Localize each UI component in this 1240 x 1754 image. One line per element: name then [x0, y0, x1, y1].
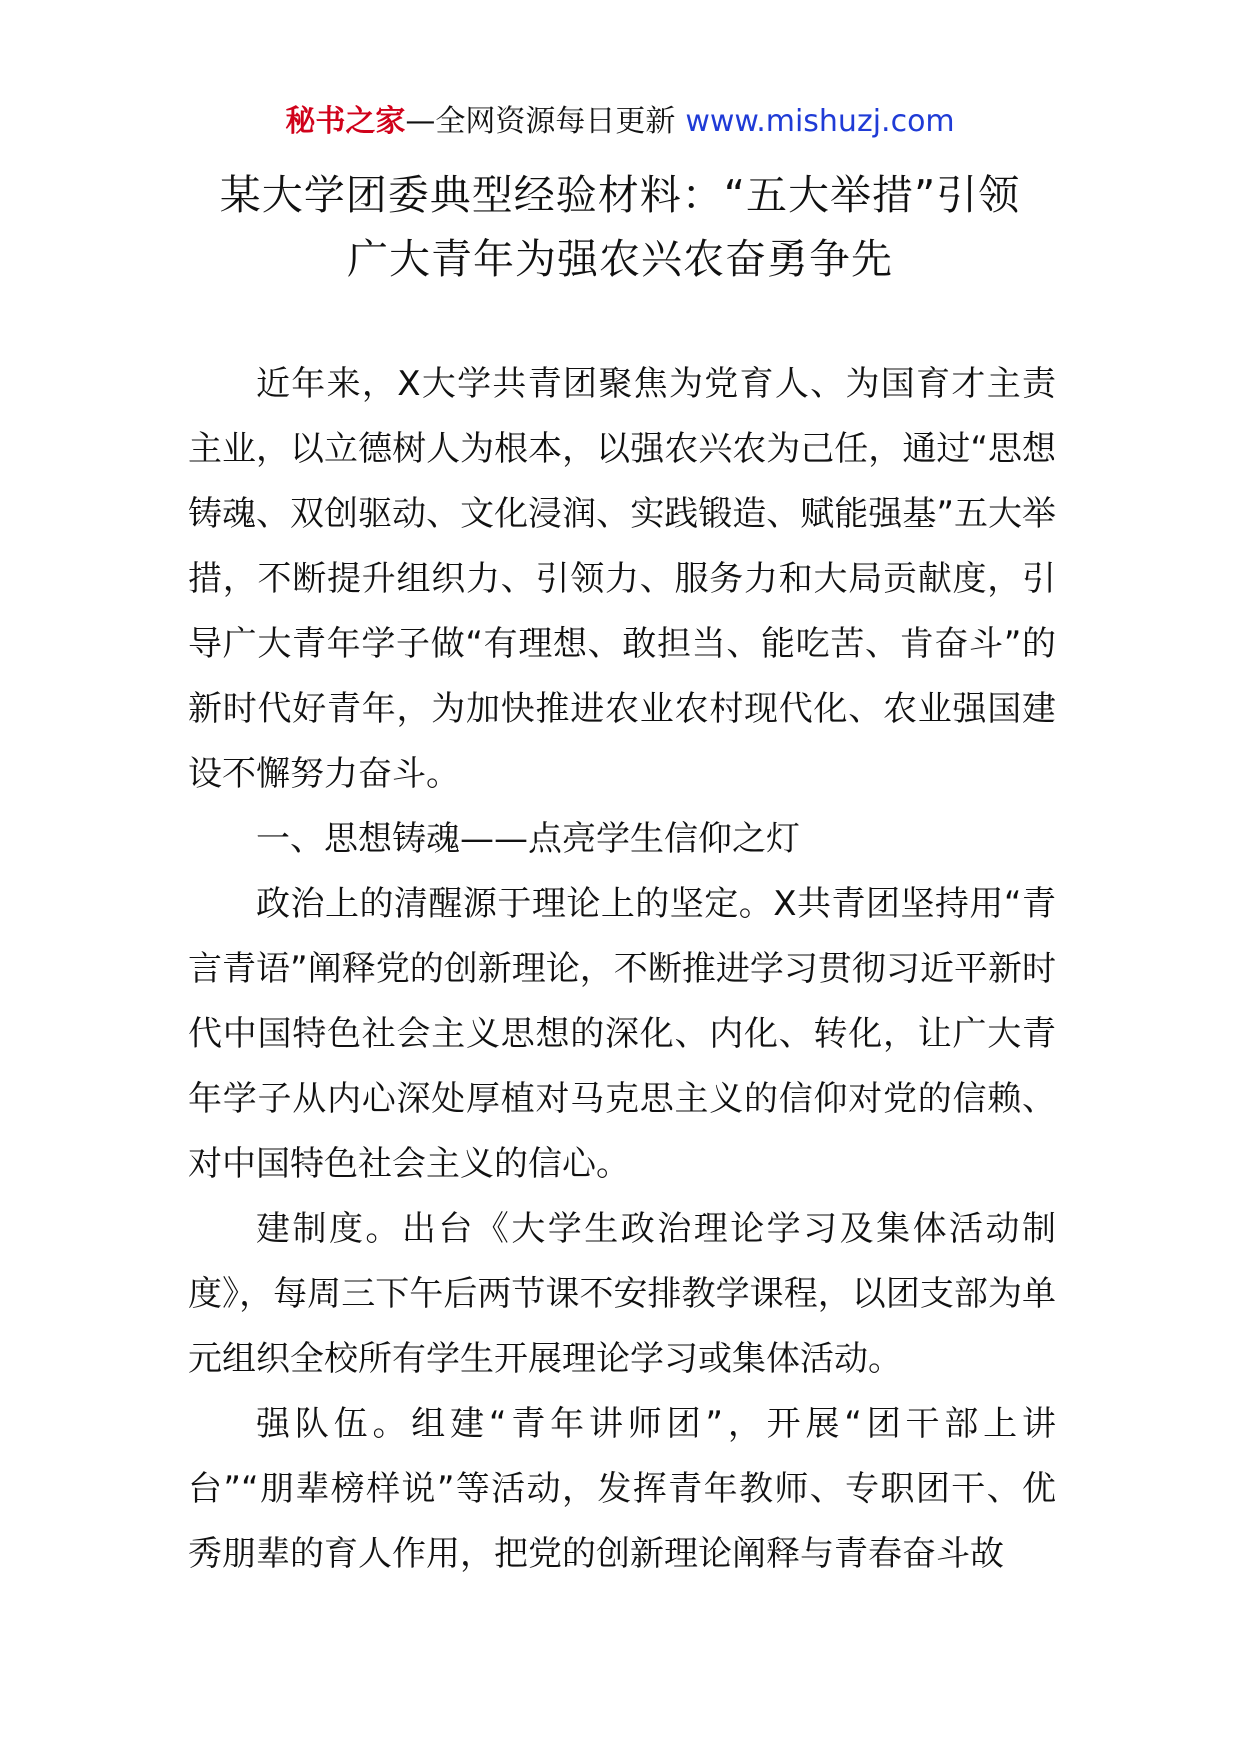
site-brand: 秘书之家	[285, 104, 406, 139]
paragraph-system: 建制度。出台《大学生政治理论学习及集体活动制度》，每周三下午后两节课不安排教学课程，以团支部为单元组织全校所有学生开展理论学习或集体活动。	[188, 1209, 1056, 1379]
document-title	[150, 163, 1090, 291]
section-heading-1: 一、思想铸魂——点亮学生信仰之灯	[256, 819, 800, 859]
paragraph-theory: 政治上的清醒源于理论上的坚定。X共青团坚持用“青言青语”阐释党的创新理论，不断推进学习贯彻习近平新时代中国特色社会主义思想的深化、内化、转化，让广大青年学子从内心深处厚植对马克思主义的信仰对党的信赖、对中国特色社会主义的信心。	[188, 884, 1056, 1184]
title-line-2: 广大青年为强农兴农奋勇争先	[347, 235, 893, 283]
site-tagline: —全网资源每日更新	[405, 104, 676, 139]
site-url-link[interactable]: www.mishuzj.com	[685, 104, 955, 139]
title-line-1: 某大学团委典型经验材料：“五大举措”引领	[219, 171, 1021, 219]
paragraph-intro: 近年来，X大学共青团聚焦为党育人、为国育才主责主业，以立德树人为根本，以强农兴农为己任，通过“思想铸魂、双创驱动、文化浸润、实践锻造、赋能强基”五大举措，不断提升组织力、引领力、服务力和大局贡献度，引导广大青年学子做“有理想、敢担当、能吃苦、肯奋斗”的新时代好青年，为加快推进农业农村现代化、农业强国建设不懈努力奋斗。	[188, 364, 1056, 794]
paragraph-team: 强队伍。组建“青年讲师团”，开展“团干部上讲台”“朋辈榜样说”等活动，发挥青年教师、专职团干、优秀朋辈的育人作用，把党的创新理论阐释与青春奋斗故	[188, 1404, 1056, 1574]
site-header	[0, 100, 1240, 144]
document-body	[188, 352, 1056, 1587]
